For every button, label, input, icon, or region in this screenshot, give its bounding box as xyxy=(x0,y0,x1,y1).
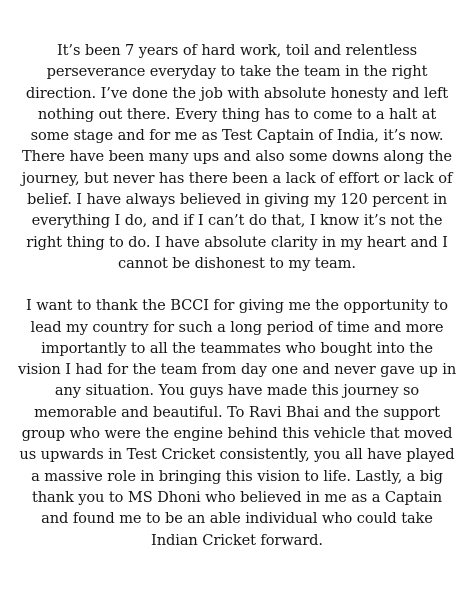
text-line: importantly to all the teammates who bought into the xyxy=(41,339,433,357)
text-line: journey, but never has there been a lack of effort or lack of xyxy=(21,169,453,187)
text-line: Indian Cricket forward. xyxy=(151,531,323,549)
text-line: any situation. You guys have made this journey so xyxy=(54,382,420,400)
text-line: direction. I’ve done the job with absolute honesty and left xyxy=(25,84,449,102)
text-line: thank you to MS Dhoni who believed in me as a Captain xyxy=(31,488,443,506)
text-line: vision I had for the team from day one and never gave up in xyxy=(18,361,457,379)
text-line: cannot be dishonest to my team. xyxy=(118,254,356,272)
paragraph-1 xyxy=(18,40,456,274)
text-line: group who were the engine behind this vehicle that moved xyxy=(21,425,453,443)
text-line: right thing to do. I have absolute clarity in my heart and I xyxy=(26,233,448,251)
text-line: There have been many ups and also some downs along the xyxy=(22,148,452,166)
text-line: everything I do, and if I can’t do that, I know it’s not the xyxy=(31,212,443,230)
statement-text xyxy=(18,40,456,551)
text-line: us upwards in Test Cricket consistently, you all have played xyxy=(19,446,455,464)
text-line: belief. I have always believed in giving my 120 percent in xyxy=(26,191,448,209)
text-line: a massive role in bringing this vision to life. Lastly, a big xyxy=(31,467,443,485)
paragraph-2 xyxy=(18,295,456,551)
text-line: perseverance everyday to take the team in the right xyxy=(46,63,428,81)
text-line: nothing out there. Every thing has to come to a halt at xyxy=(37,105,437,123)
paragraph-spacer xyxy=(18,274,456,295)
text-line: memorable and beautiful. To Ravi Bhai and the support xyxy=(34,403,440,421)
text-line: It’s been 7 years of hard work, toil and relentless xyxy=(57,42,417,59)
text-line: some stage and for me as Test Captain of India, it’s now. xyxy=(30,127,444,145)
text-line: lead my country for such a long period of time and more xyxy=(30,318,444,336)
text-line: I want to thank the BCCI for giving me the opportunity to xyxy=(26,297,448,315)
text-line: and found me to be an able individual who could take xyxy=(41,510,433,528)
